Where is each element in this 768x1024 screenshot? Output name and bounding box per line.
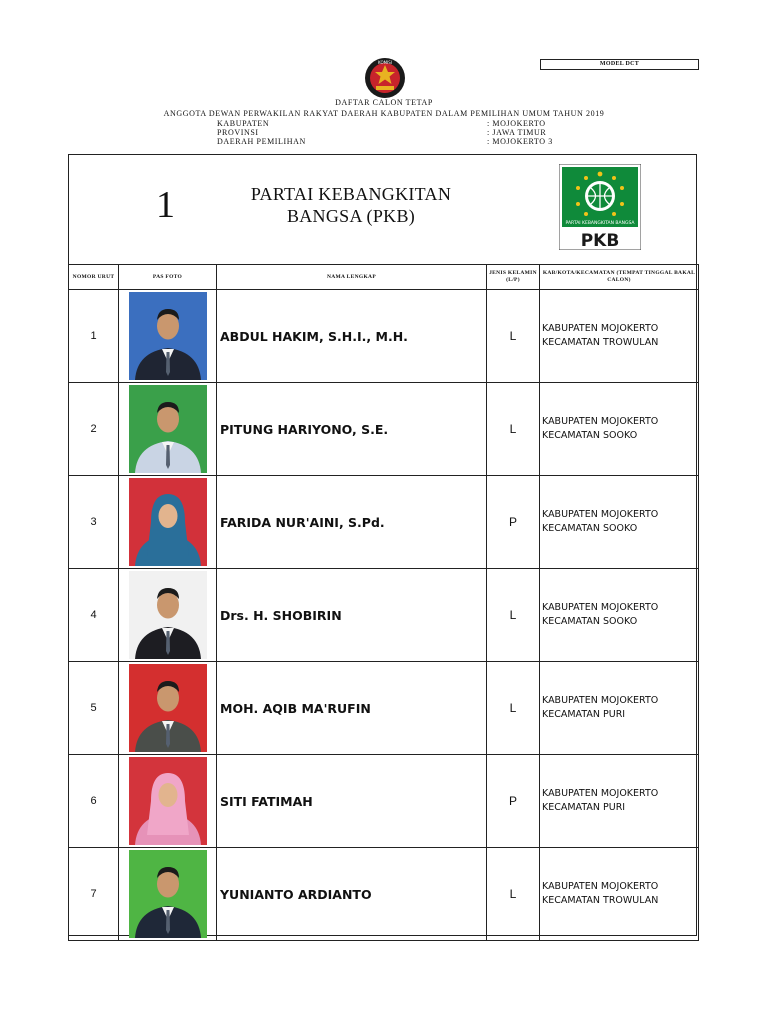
candidate-address-line1: KABUPATEN MOJOKERTO (542, 602, 659, 613)
svg-text:KOMISI: KOMISI (378, 60, 392, 65)
candidate-address (540, 383, 699, 476)
candidate-photo (129, 385, 207, 473)
candidate-name: SITI FATIMAH (217, 755, 487, 848)
candidate-address-line2: KECAMATAN SOOKO (542, 616, 638, 627)
candidate-address-line2: KECAMATAN PURI (542, 802, 626, 813)
party-name-line2: BANGSA (PKB) (286, 206, 416, 226)
candidate-gender: L (487, 290, 540, 383)
pkb-logo (559, 164, 641, 250)
header-name: NAMA LENGKAP (217, 265, 487, 290)
table-row (69, 755, 699, 848)
candidate-name: ABDUL HAKIM, S.H.I., M.H. (217, 290, 487, 383)
candidate-gender: L (487, 383, 540, 476)
doc-title: DAFTAR CALON TETAP (335, 98, 433, 107)
candidate-photo-cell (119, 755, 217, 848)
candidate-number: 6 (69, 755, 119, 848)
candidate-photo (129, 664, 207, 752)
candidate-gender: L (487, 848, 540, 941)
info-label-provinsi: PROVINSI (217, 128, 259, 137)
candidate-photo-cell (119, 569, 217, 662)
table-row (69, 290, 699, 383)
candidate-name: MOH. AQIB MA'RUFIN (217, 662, 487, 755)
candidate-gender: L (487, 569, 540, 662)
party-name (220, 183, 482, 227)
table-row (69, 476, 699, 569)
candidate-photo (129, 757, 207, 845)
candidate-photo (129, 850, 207, 938)
candidate-address-line1: KABUPATEN MOJOKERTO (542, 881, 659, 892)
candidate-address (540, 755, 699, 848)
party-number: 1 (156, 184, 175, 226)
candidate-address-line2: KECAMATAN TROWULAN (542, 337, 659, 348)
candidate-address-line1: KABUPATEN MOJOKERTO (542, 416, 659, 427)
table-row (69, 848, 699, 941)
candidate-gender: P (487, 755, 540, 848)
info-value-provinsi: : JAWA TIMUR (487, 128, 547, 137)
kpu-logo (362, 56, 408, 100)
candidate-photo (129, 571, 207, 659)
candidate-name: YUNIANTO ARDIANTO (217, 848, 487, 941)
candidate-address (540, 569, 699, 662)
pkb-logo-banner: PARTAI KEBANGKITAN BANGSA (565, 221, 635, 226)
candidate-photo-cell (119, 848, 217, 941)
candidate-photo-cell (119, 383, 217, 476)
candidate-address-line1: KABUPATEN MOJOKERTO (542, 695, 659, 706)
candidate-number: 5 (69, 662, 119, 755)
candidate-number: 3 (69, 476, 119, 569)
candidate-address (540, 290, 699, 383)
party-name-line1: PARTAI KEBANGKITAN (250, 184, 452, 204)
header-photo: PAS FOTO (119, 265, 217, 290)
candidate-address-line2: KECAMATAN SOOKO (542, 430, 638, 441)
candidate-number: 7 (69, 848, 119, 941)
candidate-gender: P (487, 476, 540, 569)
info-label-kabupaten: KABUPATEN (217, 119, 270, 128)
candidate-photo-cell (119, 476, 217, 569)
candidate-address (540, 848, 699, 941)
table-header-row (69, 265, 699, 290)
candidate-name: PITUNG HARIYONO, S.E. (217, 383, 487, 476)
info-label-dapil: DAERAH PEMILIHAN (217, 137, 306, 146)
candidate-address-line2: KECAMATAN PURI (542, 709, 626, 720)
header-gender: JENIS KELAMIN (L/P) (487, 265, 540, 290)
header-no: NOMOR URUT (69, 265, 119, 290)
candidate-address-line2: KECAMATAN SOOKO (542, 523, 638, 534)
candidate-address-line2: KECAMATAN TROWULAN (542, 895, 659, 906)
candidate-photo-cell (119, 662, 217, 755)
pkb-logo-abbr: PKB (580, 231, 620, 250)
candidate-name: Drs. H. SHOBIRIN (217, 569, 487, 662)
candidate-gender: L (487, 662, 540, 755)
candidate-table (68, 264, 699, 941)
candidate-address-line1: KABUPATEN MOJOKERTO (542, 323, 659, 334)
candidate-address (540, 662, 699, 755)
info-value-kabupaten: : MOJOKERTO (487, 119, 546, 128)
candidate-photo-cell (119, 290, 217, 383)
doc-subtitle: ANGGOTA DEWAN PERWAKILAN RAKYAT DAERAH KABUPATEN DALAM PEMILIHAN UMUM TAHUN 2019 (163, 109, 605, 118)
candidate-address-line1: KABUPATEN MOJOKERTO (542, 509, 659, 520)
candidate-photo (129, 478, 207, 566)
info-value-dapil: : MOJOKERTO 3 (487, 137, 553, 146)
candidate-address (540, 476, 699, 569)
table-row (69, 383, 699, 476)
candidate-number: 4 (69, 569, 119, 662)
header-address: KAB/KOTA/KECAMATAN (TEMPAT TINGGAL BAKAL CALON) (540, 265, 699, 290)
candidate-name: FARIDA NUR'AINI, S.Pd. (217, 476, 487, 569)
table-row (69, 569, 699, 662)
candidate-number: 1 (69, 290, 119, 383)
model-label: MODEL DCT (540, 59, 699, 70)
candidate-number: 2 (69, 383, 119, 476)
table-row (69, 662, 699, 755)
candidate-address-line1: KABUPATEN MOJOKERTO (542, 788, 659, 799)
candidate-photo (129, 292, 207, 380)
